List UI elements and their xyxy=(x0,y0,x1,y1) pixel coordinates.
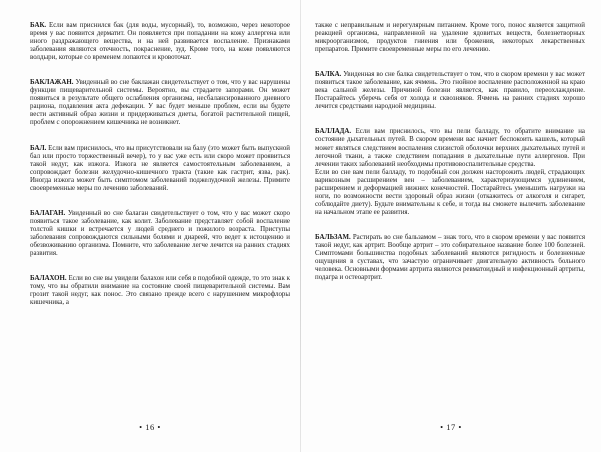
entry-text: Увиденный во сне баклажан свидетельствует о том, что у вас нарушены функции пищеварительной системы. Вероятно, вы страдаете запорами. Он может появиться в результате общего ослабления организма, несбалансированного дневного рациона, подавления акта дефекации. У вас будет меньше проблем, если вы будете вести активный образ жизни и придерживаться диеты, богатой растительной пищей, проблем с опорожнением кишечника не возникнет. xyxy=(30,79,290,127)
dictionary-entry xyxy=(30,275,290,307)
entry-text: Если вам приснилось, что вы пели балладу, то обратите внимание на состояние дыхательных путей. В скором времени вас начнет беспокоить кашель, который может являться следствием воспаления слизистой оболочки верхних дыхательных путей и легочной ткани, а также следствием попадания в дыхательные пути аллергенов. При лечении таких заболеваний необходимы противовоспалительные средства. Если во сне вам пели балладу, то подобный сон должен насторожить людей, страдающих варикозным расширением вен – заболеванием, характеризующимся удлинением, расширением и деформацией нижних конечностей. Постарайтесь уменьшить нагрузки на ноги, по возможности вести здоровый образ жизни (откажитесь от алкоголя и сигарет, соблюдайте диету). Будьте внимательны к себе, и тогда вы сможете вылечить заболевание на начальном этапе ее развития. xyxy=(315,128,585,216)
entry-term: БАЛЬЗАМ. xyxy=(315,233,351,241)
dictionary-entry-continued xyxy=(315,22,585,54)
entry-text: Если вам приснилось, что вы присутствовали на балу (это может быть выпускной бал или просто торжественный вечер), то у вас уже есть или скоро может проявиться такой недуг, как изжога. Изжога не является самостоятельным заболеванием, а сопровождает болезни желудочно-кишечного тракта (такие как гастрит, язва, рак). Иногда изжога может быть симптомом заболеваний поджелудочной железы. Примите своевременные меры по лечению заболеваний. xyxy=(30,144,290,192)
dictionary-entry xyxy=(30,145,290,193)
entry-text: Если вам приснился бак (для воды, мусорный), то, возможно, через некоторое время у вас появится дерматит. Он появляется при попадании на кожу аллергена или иного раздражающего вещества, и на ней развивается воспаление. Признаками заболевания являются отечность, покраснение, зуд. Кроме того, на коже появляются волдыри, которые со временем лопаются и кровоточат. xyxy=(30,22,290,62)
entry-term: БАКЛАЖАН. xyxy=(30,79,74,87)
left-page xyxy=(0,0,300,452)
dictionary-entry xyxy=(30,79,290,127)
right-page xyxy=(301,0,601,452)
entry-text: Увиденная во сне балка свидетельствует о том, что в скором времени у вас может появиться такое заболевание, как ячмень. Это гнойное воспаление расположенной на краю века сальной железы. Причиной болезни является, как правило, переохлаждение. Постарайтесь уберечь себя от холода и сквозняков. Ячмень на ранних стадиях хорошо лечится средствами народной медицины. xyxy=(315,71,585,111)
entry-term: БАЛАГАН. xyxy=(30,209,66,217)
dictionary-entry xyxy=(315,234,585,282)
entry-term: БАЛЛАДА. xyxy=(315,128,352,136)
entry-term: БАЛАХОН. xyxy=(30,275,67,283)
dictionary-entry xyxy=(30,210,290,258)
entry-term: БАК. xyxy=(30,22,47,29)
dictionary-entry xyxy=(315,71,585,111)
entry-term: БАЛКА. xyxy=(315,71,342,79)
entry-text: Если во сне вы увидели балахон или себя в подобной одежде, то это знак к тому, что вы обратили внимание на состояние своей пищеварительной системы. Вам грозит такой недуг, как понос. Это связано прежде всего с нарушением микрофлоры кишечника, а xyxy=(30,275,290,307)
entry-term: БАЛ. xyxy=(30,144,47,152)
dictionary-entry xyxy=(30,22,290,62)
entry-text: также с неправильным и нерегулярным питанием. Кроме того, понос является защитной реакцией организма, направленной на удаление ядовитых веществ, болезнетворных микроорганизмов, продуктов гниения или брожения, некоторых лекарственных препаратов. Примите своевременные меры по его лечению. xyxy=(315,22,585,54)
page-number: • 16 • xyxy=(139,422,161,432)
page-number: • 17 • xyxy=(440,422,462,432)
dictionary-entry xyxy=(315,128,585,217)
entry-text: Увиденный во сне балаган свидетельствует о том, что у вас может скоро появиться такое заболевание, как колит. Заболевание представляет собой воспаление толстой кишки и встречается у людей среднего и пожилого возраста. Приступы заболевания сопровождаются сильными болями и диареей, что ведет к истощению и обезвоживанию организма. Помните, что заболевание легче лечится на ранних стадиях развития. xyxy=(30,209,290,258)
entry-text: Растирать во сне бальзамом – знак того, что в скором времени у вас появится такой недуг, как артрит. Вообще артрит – это собирательное название более 100 болезней. Симптомами большинства подобных заболеваний являются ригидность и болезненные ощущения в суставах, что зачастую ограничивает двигательную активность больного человека. Основными формами артрита являются ревматоидный и инфекционный артриты, подагра и остеоартрит. xyxy=(315,233,585,282)
